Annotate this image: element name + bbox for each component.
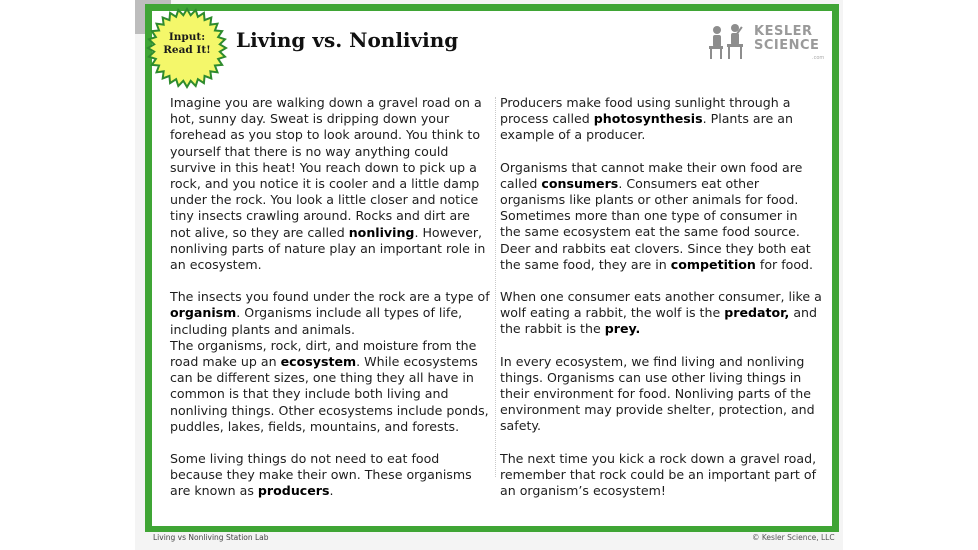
column-divider xyxy=(495,97,496,477)
left-column xyxy=(170,95,492,516)
footer-lab-title: Living vs Nonliving Station Lab xyxy=(153,533,269,542)
vocab-term: competition xyxy=(670,256,756,272)
footer-copyright: © Kesler Science, LLC xyxy=(752,533,835,542)
paragraph: In every ecosystem, we find living and nonliving things. Organisms can use other living things in their environment for food. Nonliving parts of the environment may provide shelter, protection, and safety. xyxy=(500,353,815,434)
paragraph: Some living things do not need to eat food because they make their own. These organisms are known as producers. xyxy=(170,451,472,499)
badge-line-2: Read It! xyxy=(163,44,211,56)
paragraph: Producers make food using sunlight through a process called photosynthesis. Plants are an example of a producer. xyxy=(500,95,793,143)
right-column xyxy=(500,95,822,515)
logo-wordmark xyxy=(754,25,819,53)
vocab-term: consumers xyxy=(541,175,619,191)
vocab-term: nonliving xyxy=(348,224,415,240)
students-icon xyxy=(706,22,750,62)
kesler-science-logo xyxy=(706,22,826,66)
vocab-term: organism xyxy=(170,305,237,321)
paragraph: Organisms that cannot make their own food are called consumers. Consumers eat other organisms like plants or other animals for food. Sometimes more than one type of consumer in the same ecosystem eat the same food source. Deer and rabbits eat clovers. Since they both eat the same food, they are in competition for food. xyxy=(500,159,814,272)
badge-line-1: Input: xyxy=(168,31,206,43)
vocab-term: photosynthesis xyxy=(593,111,703,127)
vocab-term: prey. xyxy=(604,321,641,337)
paragraph: Imagine you are walking down a gravel road on a hot, sunny day. Sweat is dripping down your forehead as you stop to look around. You think to yourself that there is no way anything could survive in this heat! You reach down to pick up a rock, and you notice it is cooler and a little damp under the rock. You look a little closer and notice tiny insects crawling around. Rocks and dirt are not alive, so they are called nonliving. However, nonliving parts of nature play an important role in an ecosystem. xyxy=(170,95,486,273)
paragraph: The insects you found under the rock are a type of organism. Organisms include all types of life, including plants and animals. xyxy=(170,289,490,337)
page-title: Living vs. Nonliving xyxy=(236,28,459,52)
vocab-term: predator, xyxy=(724,305,790,321)
badge-label xyxy=(146,31,228,57)
vocab-term: ecosystem xyxy=(280,354,357,370)
paragraph: When one consumer eats another consumer, like a wolf eating a rabbit, the wolf is the predator, and the rabbit is the prey. xyxy=(500,289,822,337)
paragraph: The organisms, rock, dirt, and moisture from the road make up an ecosystem. While ecosystems can be different sizes, one thing they all have in common is that they include both living and nonliving things. Other ecosystems include ponds, puddles, lakes, fields, mountains, and forests. xyxy=(170,337,489,434)
logo-line-1: KESLER xyxy=(754,24,813,39)
logo-line-2: SCIENCE xyxy=(754,38,820,53)
paragraph: The next time you kick a rock down a gravel road, remember that rock could be an important part of an organism’s ecosystem! xyxy=(500,450,817,499)
input-read-it-badge xyxy=(146,7,228,89)
logo-suffix: .com xyxy=(812,55,825,61)
vocab-term: producers xyxy=(257,483,330,499)
